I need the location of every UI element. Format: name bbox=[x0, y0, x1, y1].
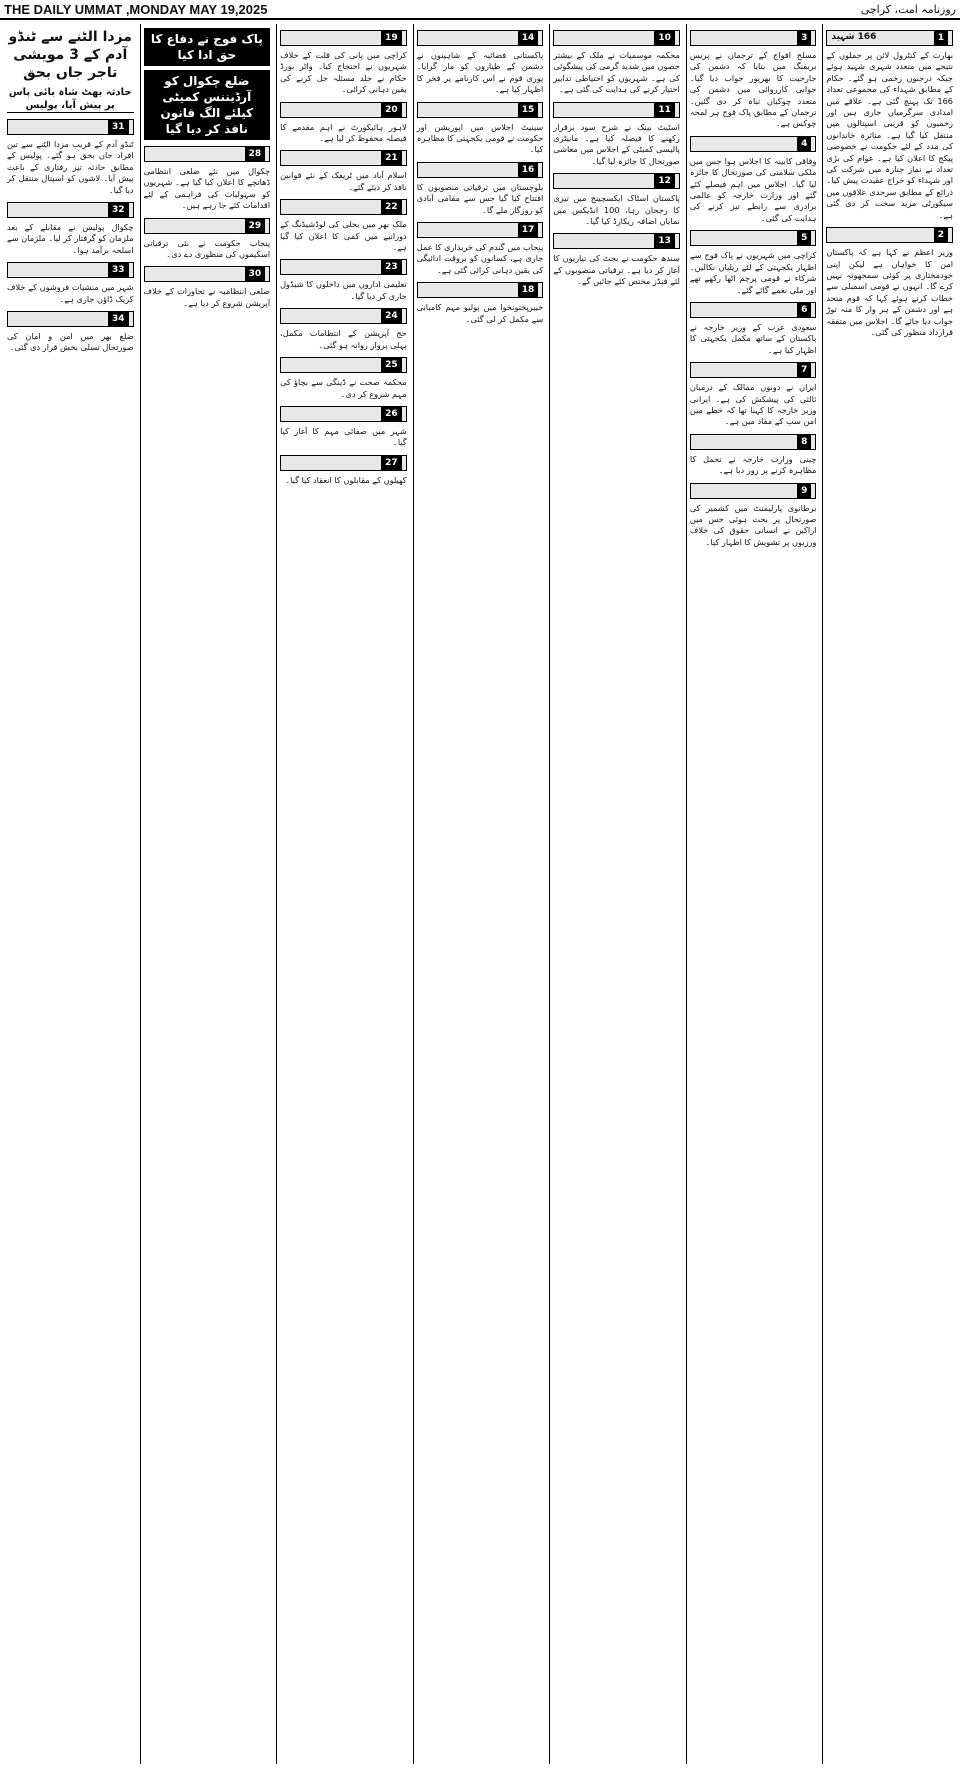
story-number: 13 bbox=[654, 234, 675, 248]
story-heading-box bbox=[690, 230, 817, 246]
story bbox=[280, 308, 407, 351]
story-number: 17 bbox=[518, 223, 539, 237]
story bbox=[280, 259, 407, 302]
masthead bbox=[0, 0, 960, 20]
story-heading-box bbox=[280, 102, 407, 118]
story-number: 25 bbox=[381, 358, 402, 372]
masthead-title-left: THE DAILY UMMAT ,MONDAY MAY 19,2025 bbox=[4, 1, 268, 17]
subhead: حادثہ بھٹ شاہ بائی پاس پر پیش آیا، پولیس bbox=[8, 87, 132, 111]
story-number: 28 bbox=[245, 147, 266, 161]
story-number: 20 bbox=[381, 103, 402, 117]
column-6 bbox=[140, 24, 274, 1764]
story bbox=[7, 311, 134, 354]
story-number: 16 bbox=[518, 163, 539, 177]
story-number: 21 bbox=[381, 151, 402, 165]
story-heading-box bbox=[553, 30, 680, 46]
story bbox=[690, 434, 817, 477]
story-number: 3 bbox=[797, 31, 811, 45]
column-grid bbox=[4, 24, 956, 1764]
story-heading-box bbox=[690, 30, 817, 46]
story-number: 6 bbox=[797, 303, 811, 317]
story-number: 27 bbox=[381, 456, 402, 470]
story bbox=[280, 199, 407, 253]
story-text: محکمہ صحت نے ڈینگی سے بچاؤ کی مہم شروع کر دی۔ bbox=[280, 377, 407, 399]
story bbox=[144, 146, 271, 212]
story-heading-box bbox=[144, 218, 271, 234]
story-heading-box bbox=[417, 162, 544, 178]
story-heading-box bbox=[690, 434, 817, 450]
story-number: 2 bbox=[934, 228, 948, 242]
story-heading-box bbox=[417, 102, 544, 118]
story bbox=[690, 362, 817, 428]
story-text: محکمہ موسمیات نے ملک کے بیشتر حصوں میں شدید گرمی کی پیشگوئی کی ہے۔ شہریوں کو احتیاطی تدابیر اختیار کرنے کی ہدایت کی گئی ہے۔ bbox=[553, 50, 680, 95]
story-heading-box bbox=[553, 233, 680, 249]
story bbox=[417, 222, 544, 276]
banner-headline: پاک فوج نے دفاع کا حق ادا کیا bbox=[144, 28, 271, 66]
story-text: خیبرپختونخوا میں پولیو مہم کامیابی سے مکمل کر لی گئی۔ bbox=[416, 302, 544, 324]
story-heading-box bbox=[417, 282, 544, 298]
story-number: 26 bbox=[381, 407, 402, 421]
story-number: 9 bbox=[797, 484, 811, 498]
column-2 bbox=[686, 24, 820, 1764]
story bbox=[280, 406, 407, 449]
story-number: 23 bbox=[381, 260, 402, 274]
story bbox=[417, 282, 544, 325]
story-heading-box bbox=[280, 150, 407, 166]
story-heading-box bbox=[280, 199, 407, 215]
column-7 bbox=[4, 24, 137, 1764]
headline: مزدا الٹنے سے ٹنڈو آدم کے 3 مویشی تاجر جاں بحق bbox=[8, 29, 132, 81]
story-text: بلوچستان میں ترقیاتی منصوبوں کا افتتاح کیا گیا جس سے مقامی آبادی کو روزگار ملے گا۔ bbox=[416, 181, 544, 215]
story-text: برطانوی پارلیمنٹ میں کشمیر کی صورتحال پر بحث ہوئی جس میں اراکین نے انسانی حقوق کی خلاف ورزیوں پر تشویش کا اظہار کیا۔ bbox=[689, 502, 817, 547]
story-heading-box bbox=[417, 30, 544, 46]
story-text: سینیٹ اجلاس میں اپوزیشن اور حکومت نے قومی یکجہتی کا مظاہرہ کیا۔ bbox=[416, 121, 544, 155]
story-text: شہر میں منشیات فروشوں کے خلاف کریک ڈاؤن جاری ہے۔ bbox=[6, 282, 134, 304]
story bbox=[553, 173, 680, 227]
story bbox=[690, 230, 817, 296]
story bbox=[144, 218, 271, 261]
story bbox=[417, 102, 544, 156]
story-text: چینی وزارت خارجہ نے تحمل کا مظاہرہ کرنے پر زور دیا ہے۔ bbox=[689, 453, 817, 476]
story bbox=[690, 483, 817, 549]
story bbox=[417, 30, 544, 96]
story-number: 31 bbox=[108, 120, 129, 134]
story-text: کراچی میں شہریوں نے پاک فوج سے اظہار یکجہتی کے لئے ریلیاں نکالیں۔ شرکاء نے قومی پرچم اٹھا رکھے تھے اور ملی نغمے گائے گئے۔ bbox=[689, 250, 817, 295]
story bbox=[7, 262, 134, 305]
story-text: سندھ حکومت نے بجٹ کی تیاریوں کا آغاز کر دیا ہے۔ ترقیاتی منصوبوں کے لئے فنڈز مختص کئے جائیں گے۔ bbox=[553, 253, 680, 287]
story-heading-box bbox=[7, 119, 134, 135]
story-text: کھیلوں کے مقابلوں کا انعقاد کیا گیا۔ bbox=[285, 474, 407, 485]
story-number: 30 bbox=[245, 267, 266, 281]
story bbox=[417, 162, 544, 216]
story-heading-box bbox=[417, 222, 544, 238]
banner-headline: ضلع چکوال کو آرڈیننس کمیٹی کیلئے الگ قانون نافذ کر دیا گیا bbox=[144, 70, 271, 140]
story-heading-box bbox=[553, 102, 680, 118]
story-text: اسلام آباد میں ٹریفک کے نئے قوانین نافذ کر دیئے گئے۔ bbox=[280, 170, 407, 192]
story bbox=[280, 102, 407, 145]
story-heading-box bbox=[690, 302, 817, 318]
story-text: وزیر اعظم نے کہا ہے کہ پاکستان امن کا خواہاں ہے لیکن اپنی خودمختاری پر کوئی سمجھوتہ نہیں کرے گا۔ انہوں نے قومی اسمبلی سے خطاب کرتے ہوئے کہا کہ قوم متحد ہے اور دشمن کے ہر وار کا منہ توڑ جواب دیا جائے گا۔ اجلاس میں متفقہ قرارداد منظور کی گئی۔ bbox=[826, 247, 953, 337]
story bbox=[7, 119, 134, 196]
story-text: پنجاب میں گندم کی خریداری کا عمل جاری ہے، کسانوں کو بروقت ادائیگی کی یقین دہانی کرائی گئی ہے۔ bbox=[416, 242, 544, 275]
story-text: حج آپریشن کے انتظامات مکمل، پہلی پرواز روانہ ہو گئی۔ bbox=[280, 328, 407, 350]
story bbox=[826, 30, 953, 221]
story-label: 166 شہید bbox=[831, 32, 877, 43]
story-heading-box bbox=[280, 259, 407, 275]
story-number: 24 bbox=[381, 309, 402, 323]
column-1 bbox=[822, 24, 956, 1764]
story-text: پاکستان اسٹاک ایکسچینج میں تیزی کا رجحان رہا، 100 انڈیکس میں نمایاں اضافہ ریکارڈ کیا گیا۔ bbox=[553, 193, 680, 227]
story bbox=[690, 30, 817, 130]
story-text: ملک بھر میں بجلی کی لوڈشیڈنگ کے دورانیے میں کمی کا اعلان کیا گیا ہے۔ bbox=[280, 219, 407, 253]
story bbox=[553, 30, 680, 96]
column-4 bbox=[413, 24, 547, 1764]
story-text: لاہور ہائیکورٹ نے اہم مقدمے کا فیصلہ محفوظ کر لیا ہے۔ bbox=[280, 121, 407, 144]
masthead-title-right: روزنامہ امت، کراچی bbox=[860, 2, 956, 16]
story bbox=[280, 455, 407, 486]
story-heading-box bbox=[280, 406, 407, 422]
story-text: سعودی عرب کے وزیر خارجہ نے پاکستان کے ساتھ مکمل یکجہتی کا اظہار کیا ہے۔ bbox=[689, 321, 817, 355]
story-number: 1 bbox=[934, 31, 948, 45]
story bbox=[280, 150, 407, 193]
story-number: 7 bbox=[797, 363, 811, 377]
story-heading-box bbox=[144, 146, 271, 162]
story-number: 19 bbox=[381, 31, 402, 45]
story-number: 8 bbox=[797, 435, 811, 449]
story-number: 15 bbox=[518, 103, 539, 117]
story-number: 33 bbox=[108, 263, 129, 277]
story bbox=[144, 266, 271, 309]
story bbox=[690, 302, 817, 356]
story bbox=[7, 202, 134, 256]
story-heading-box bbox=[280, 30, 407, 46]
story-text: پنجاب حکومت نے نئی ترقیاتی اسکیموں کی منظوری دے دی۔ bbox=[143, 237, 271, 260]
story bbox=[280, 30, 407, 96]
story-heading-box bbox=[280, 357, 407, 373]
story-heading-box bbox=[7, 202, 134, 218]
column-5 bbox=[276, 24, 410, 1764]
story-text: کراچی میں پانی کی قلت کے خلاف شہریوں نے احتجاج کیا۔ واٹر بورڈ حکام نے جلد مسئلہ حل کرنے کی یقین دہانی کرائی۔ bbox=[280, 50, 407, 95]
story-number: 32 bbox=[108, 203, 129, 217]
column-3 bbox=[549, 24, 683, 1764]
story-heading-box bbox=[280, 455, 407, 471]
story-number: 11 bbox=[654, 103, 675, 117]
story-text: چکوال میں نئے ضلعی انتظامی ڈھانچے کا اعلان کیا گیا ہے۔ شہریوں کو سہولیات کی فراہمی کے لئے اقدامات کئے جا رہے ہیں۔ bbox=[143, 166, 271, 211]
story-text: وفاقی کابینہ کا اجلاس ہوا جس میں ملکی سلامتی کی صورتحال کا جائزہ لیا گیا۔ اجلاس میں اہم فیصلے کئے گئے اور وزارت خارجہ کو عالمی برادری سے رابطے تیز کرنے کی ہدایت کی گئی۔ bbox=[689, 155, 817, 223]
story-text: چکوال پولیس نے مقابلے کے بعد ملزمان کو گرفتار کر لیا۔ ملزمان سے اسلحہ برآمد ہوا۔ bbox=[6, 222, 134, 255]
story-number: 10 bbox=[654, 31, 675, 45]
story-number: 34 bbox=[108, 312, 129, 326]
story-text: ضلع بھر میں امن و امان کی صورتحال تسلی بخش قرار دی گئی۔ bbox=[6, 331, 134, 353]
story-number: 18 bbox=[518, 283, 539, 297]
story-heading-box bbox=[826, 30, 953, 46]
story-heading-box bbox=[553, 173, 680, 189]
story-text: تعلیمی اداروں میں داخلوں کا شیڈول جاری کر دیا گیا۔ bbox=[280, 279, 407, 301]
story-heading-box bbox=[7, 311, 134, 327]
story-number: 22 bbox=[381, 200, 402, 214]
story-text: بھارت کے کنٹرول لائن پر حملوں کے نتیجے میں متعدد شہری شہید ہوئے جبکہ درجنوں زخمی ہو گئے۔ حکام کے مطابق شہداء کی مجموعی تعداد 166 تک پہنچ گئی ہے۔ علاقے میں امدادی سرگرمیاں جاری ہیں اور زخمیوں کو قریبی اسپتالوں میں منتقل کیا گیا ہے۔ متاثرہ خاندانوں کی مدد کے لئے حکومت نے خصوصی پیکج کا اعلان کیا ہے۔ عوام کی بڑی تعداد نے نماز جنازہ میں شرکت کی اور شہداء کو خراج عقیدت پیش کیا۔ ذرائع کے مطابق سرحدی علاقوں میں سیکورٹی مزید سخت کر دی گئی ہے۔ bbox=[826, 50, 953, 220]
story-number: 5 bbox=[797, 231, 811, 245]
story-number: 12 bbox=[654, 174, 675, 188]
story bbox=[553, 233, 680, 287]
story-heading-box bbox=[144, 266, 271, 282]
story-number: 14 bbox=[518, 31, 539, 45]
story-heading-box bbox=[7, 262, 134, 278]
story-heading-box bbox=[690, 483, 817, 499]
story-heading-box bbox=[826, 227, 953, 243]
story-text: شہر میں صفائی مہم کا آغاز کیا گیا۔ bbox=[280, 425, 407, 448]
story-text: مسلح افواج کے ترجمان نے پریس بریفنگ میں بتایا کہ دشمن کی جارحیت کا بھرپور جواب دیا گیا۔ جوابی کارروائی میں دشمن کی متعدد چوکیاں تباہ کر دی گئیں۔ ترجمان کے مطابق پاک فوج ہر لمحہ چوکس ہے۔ bbox=[689, 50, 817, 129]
story-text: اسٹیٹ بینک نے شرح سود برقرار رکھنے کا فیصلہ کیا ہے۔ مانیٹری پالیسی کمیٹی کے اجلاس میں معاشی صورتحال کا جائزہ لیا گیا۔ bbox=[553, 121, 680, 166]
story-number: 4 bbox=[797, 137, 811, 151]
story-text: ضلعی انتظامیہ نے تجاوزات کے خلاف آپریشن شروع کر دیا ہے۔ bbox=[143, 286, 271, 308]
story-heading-box bbox=[690, 362, 817, 378]
story bbox=[690, 136, 817, 224]
story-number: 29 bbox=[245, 219, 266, 233]
story bbox=[553, 102, 680, 168]
story-text: ٹنڈو آدم کے قریب مزدا الٹنے سے تین افراد جاں بحق ہو گئے۔ پولیس کے مطابق حادثہ تیز رفتاری کے باعث پیش آیا۔ لاشوں کو اسپتال منتقل کر دیا گیا۔ bbox=[6, 139, 134, 195]
story-text: پاکستانی فضائیہ کے شاہینوں نے دشمن کے طیاروں کو مار گرایا۔ پوری قوم نے اس کارنامے پر فخر کا اظہار کیا ہے۔ bbox=[416, 50, 544, 95]
story bbox=[280, 357, 407, 400]
story-text: ایران نے دونوں ممالک کے درمیان ثالثی کی پیشکش کی ہے۔ ایرانی وزیر خارجہ کا کہنا تھا کہ خطے میں امن سب کے مفاد میں ہے۔ bbox=[689, 382, 817, 427]
story-heading-box bbox=[690, 136, 817, 152]
story bbox=[826, 227, 953, 338]
story-heading-box bbox=[280, 308, 407, 324]
